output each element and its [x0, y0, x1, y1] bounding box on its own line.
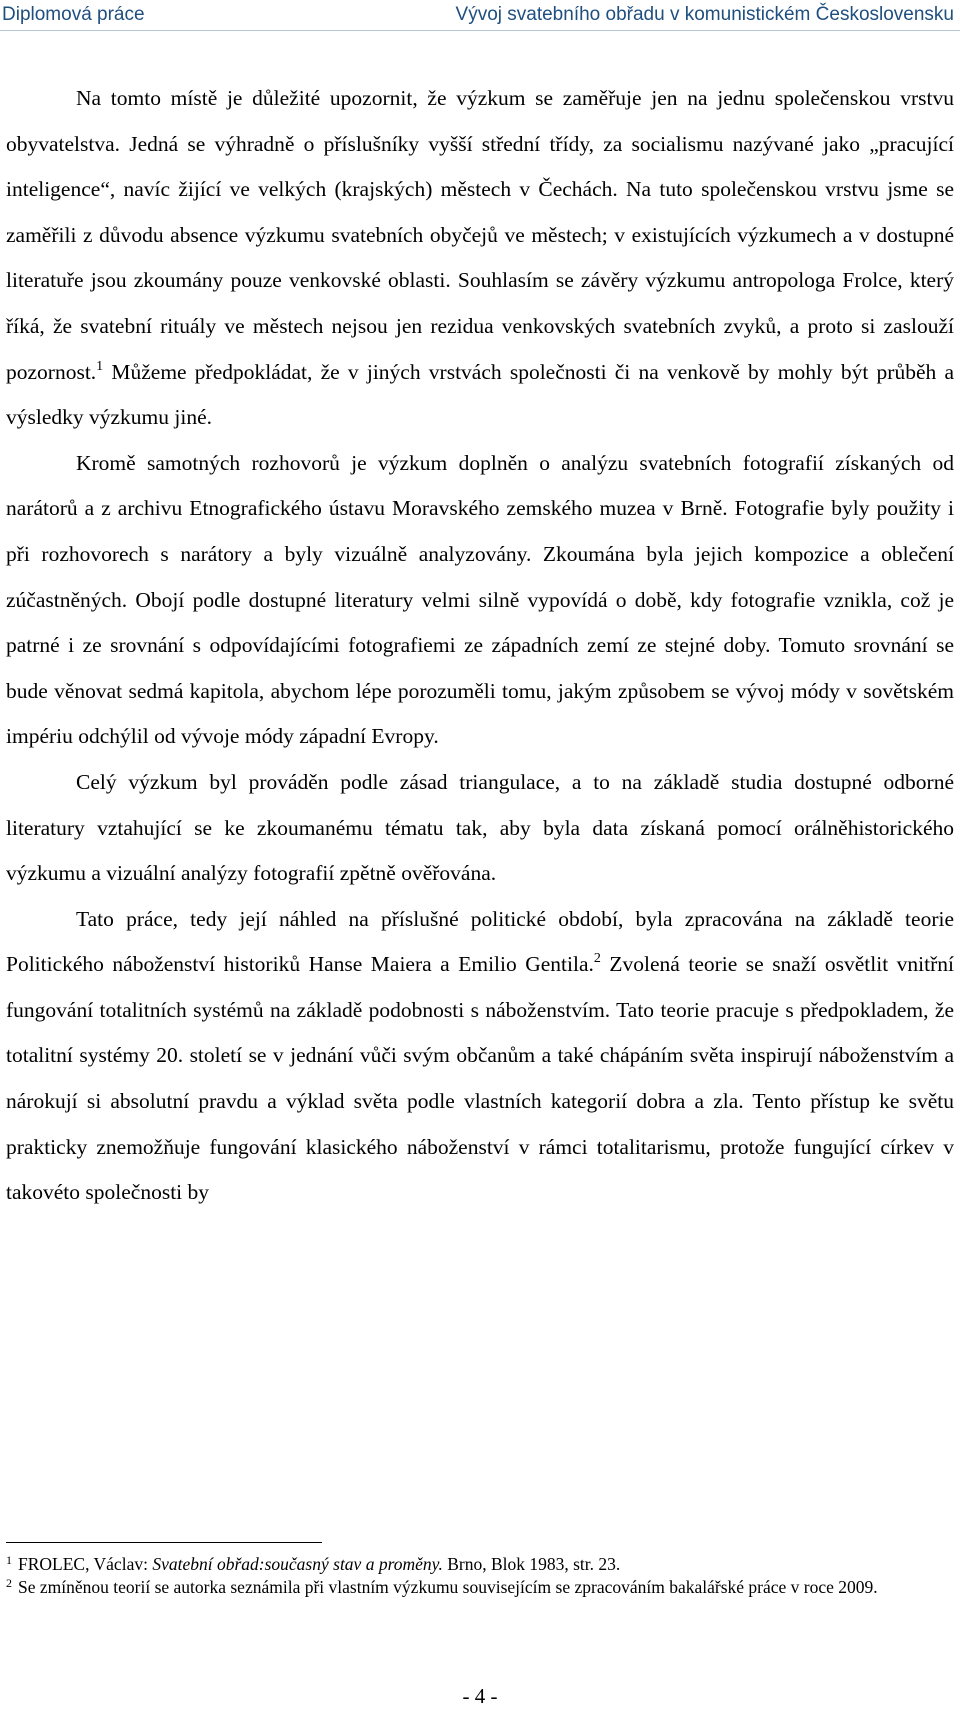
footnote-1: $^1$ FROLEC, Václav: Svatební obřad:současný stav a proměny. Brno, Blok 1983, str. 23.: [6, 1553, 621, 1574]
footnote-ref-2[interactable]: 2: [593, 951, 601, 967]
header-rule: [0, 30, 960, 31]
header-thesis-title: Vývoj svatebního obřadu v komunistickém Československu: [455, 4, 954, 25]
paragraph-research-scope: Na tomto místě je důležité upozornit, že výzkum se zaměřuje jen na jednu společenskou vrstvu obyvatelstva. Jedná se výhradně o příslušníky vyšší střední třídy, za socialismu nazývané jako „pracující inteligence“, navíc žijící ve velkých (krajských) městech v Čechách. Na tuto společenskou vrstvu jsme se zaměřili z důvodu absence výzkumu svatebních obyčejů ve městech; v existujících výzkumech a v dostupné literatuře jsou zkoumány pouze venkovské oblasti. Souhlasím se závěry výzkumu antropologa Frolce, který říká, že svatební rituály ve městech nejsou jen rezidua venkovských svatebních zvyků, a proto si zaslouží pozornost.$^1$ Můžeme předpokládat, že v jiných vrstvách společnosti či na venkově by mohly být průběh a výsledky výzkumu jiné.: [6, 86, 954, 430]
header-document-type: Diplomová práce: [2, 4, 145, 25]
page-number: - 4 -: [462, 1684, 498, 1708]
paragraph-political-religion: Tato práce, tedy její náhled na příslušné politické období, byla zpracována na základě teorie Politického náboženství historiků Hanse Maiera a Emilio Gentila.$^2$ Zvolená teorie se snaží osvětlit vnitřní fungování totalitních systémů na základě podobnosti s náboženstvím. Tato teorie pracuje s předpokladem, že totalitní systémy 20. století se v jednání vůči svým občanům a také chápáním světa inspirují náboženstvím a nárokují si absolutní pravdu a výklad světa podle vlastních kategorií dobra a zla. Tento přístup ke světu prakticky znemožňuje fungování klasického náboženství v rámci totalitarismu, protože fungující církev v takovéto společnosti by: [6, 906, 954, 1205]
body-text: [6, 76, 954, 1216]
footnote-2: $^2$ Se zmíněnou teorií se autorka seznámila při vlastním výzkumu souvisejícím se zpracováním bakalářské práce v roce 2009.: [6, 1576, 878, 1597]
cited-book-title: Svatební obřad:současný stav a proměny.: [152, 1554, 443, 1574]
paragraph-photo-analysis: Kromě samotných rozhovorů je výzkum doplněn o analýzu svatebních fotografií získaných od narátorů a z archivu Etnografického ústavu Moravského zemského muzea v Brně. Fotografie byly použity i při rozhovorech s narátory a byly vizuálně analyzovány. Zkoumána byla jejich kompozice a oblečení zúčastněných. Obojí podle dostupné literatury velmi silně vypovídá o době, kdy fotografie vznikla, což je patrné i ze srovnání s odpovídajícími fotografiemi ze západních zemí ze stejné doby. Tomuto srovnání se bude věnovat sedmá kapitola, abychom lépe porozuměli tomu, jakým způsobem se vývoj módy v sovětském impériu odchýlil od vývoje módy západní Evropy.: [6, 450, 954, 749]
footnote-separator: [6, 1542, 322, 1543]
footnotes: [6, 1553, 954, 1599]
paragraph-triangulation: Celý výzkum byl prováděn podle zásad triangulace, a to na základě studia dostupné odborné literatury vztahující se ke zkoumanému tématu tak, aby byla data získaná pomocí orálněhistorického výzkumu a vizuální analýzy fotografií zpětně ověřována.: [6, 769, 954, 886]
footnote-ref-1[interactable]: 1: [96, 358, 104, 374]
page-header: [0, 0, 960, 30]
